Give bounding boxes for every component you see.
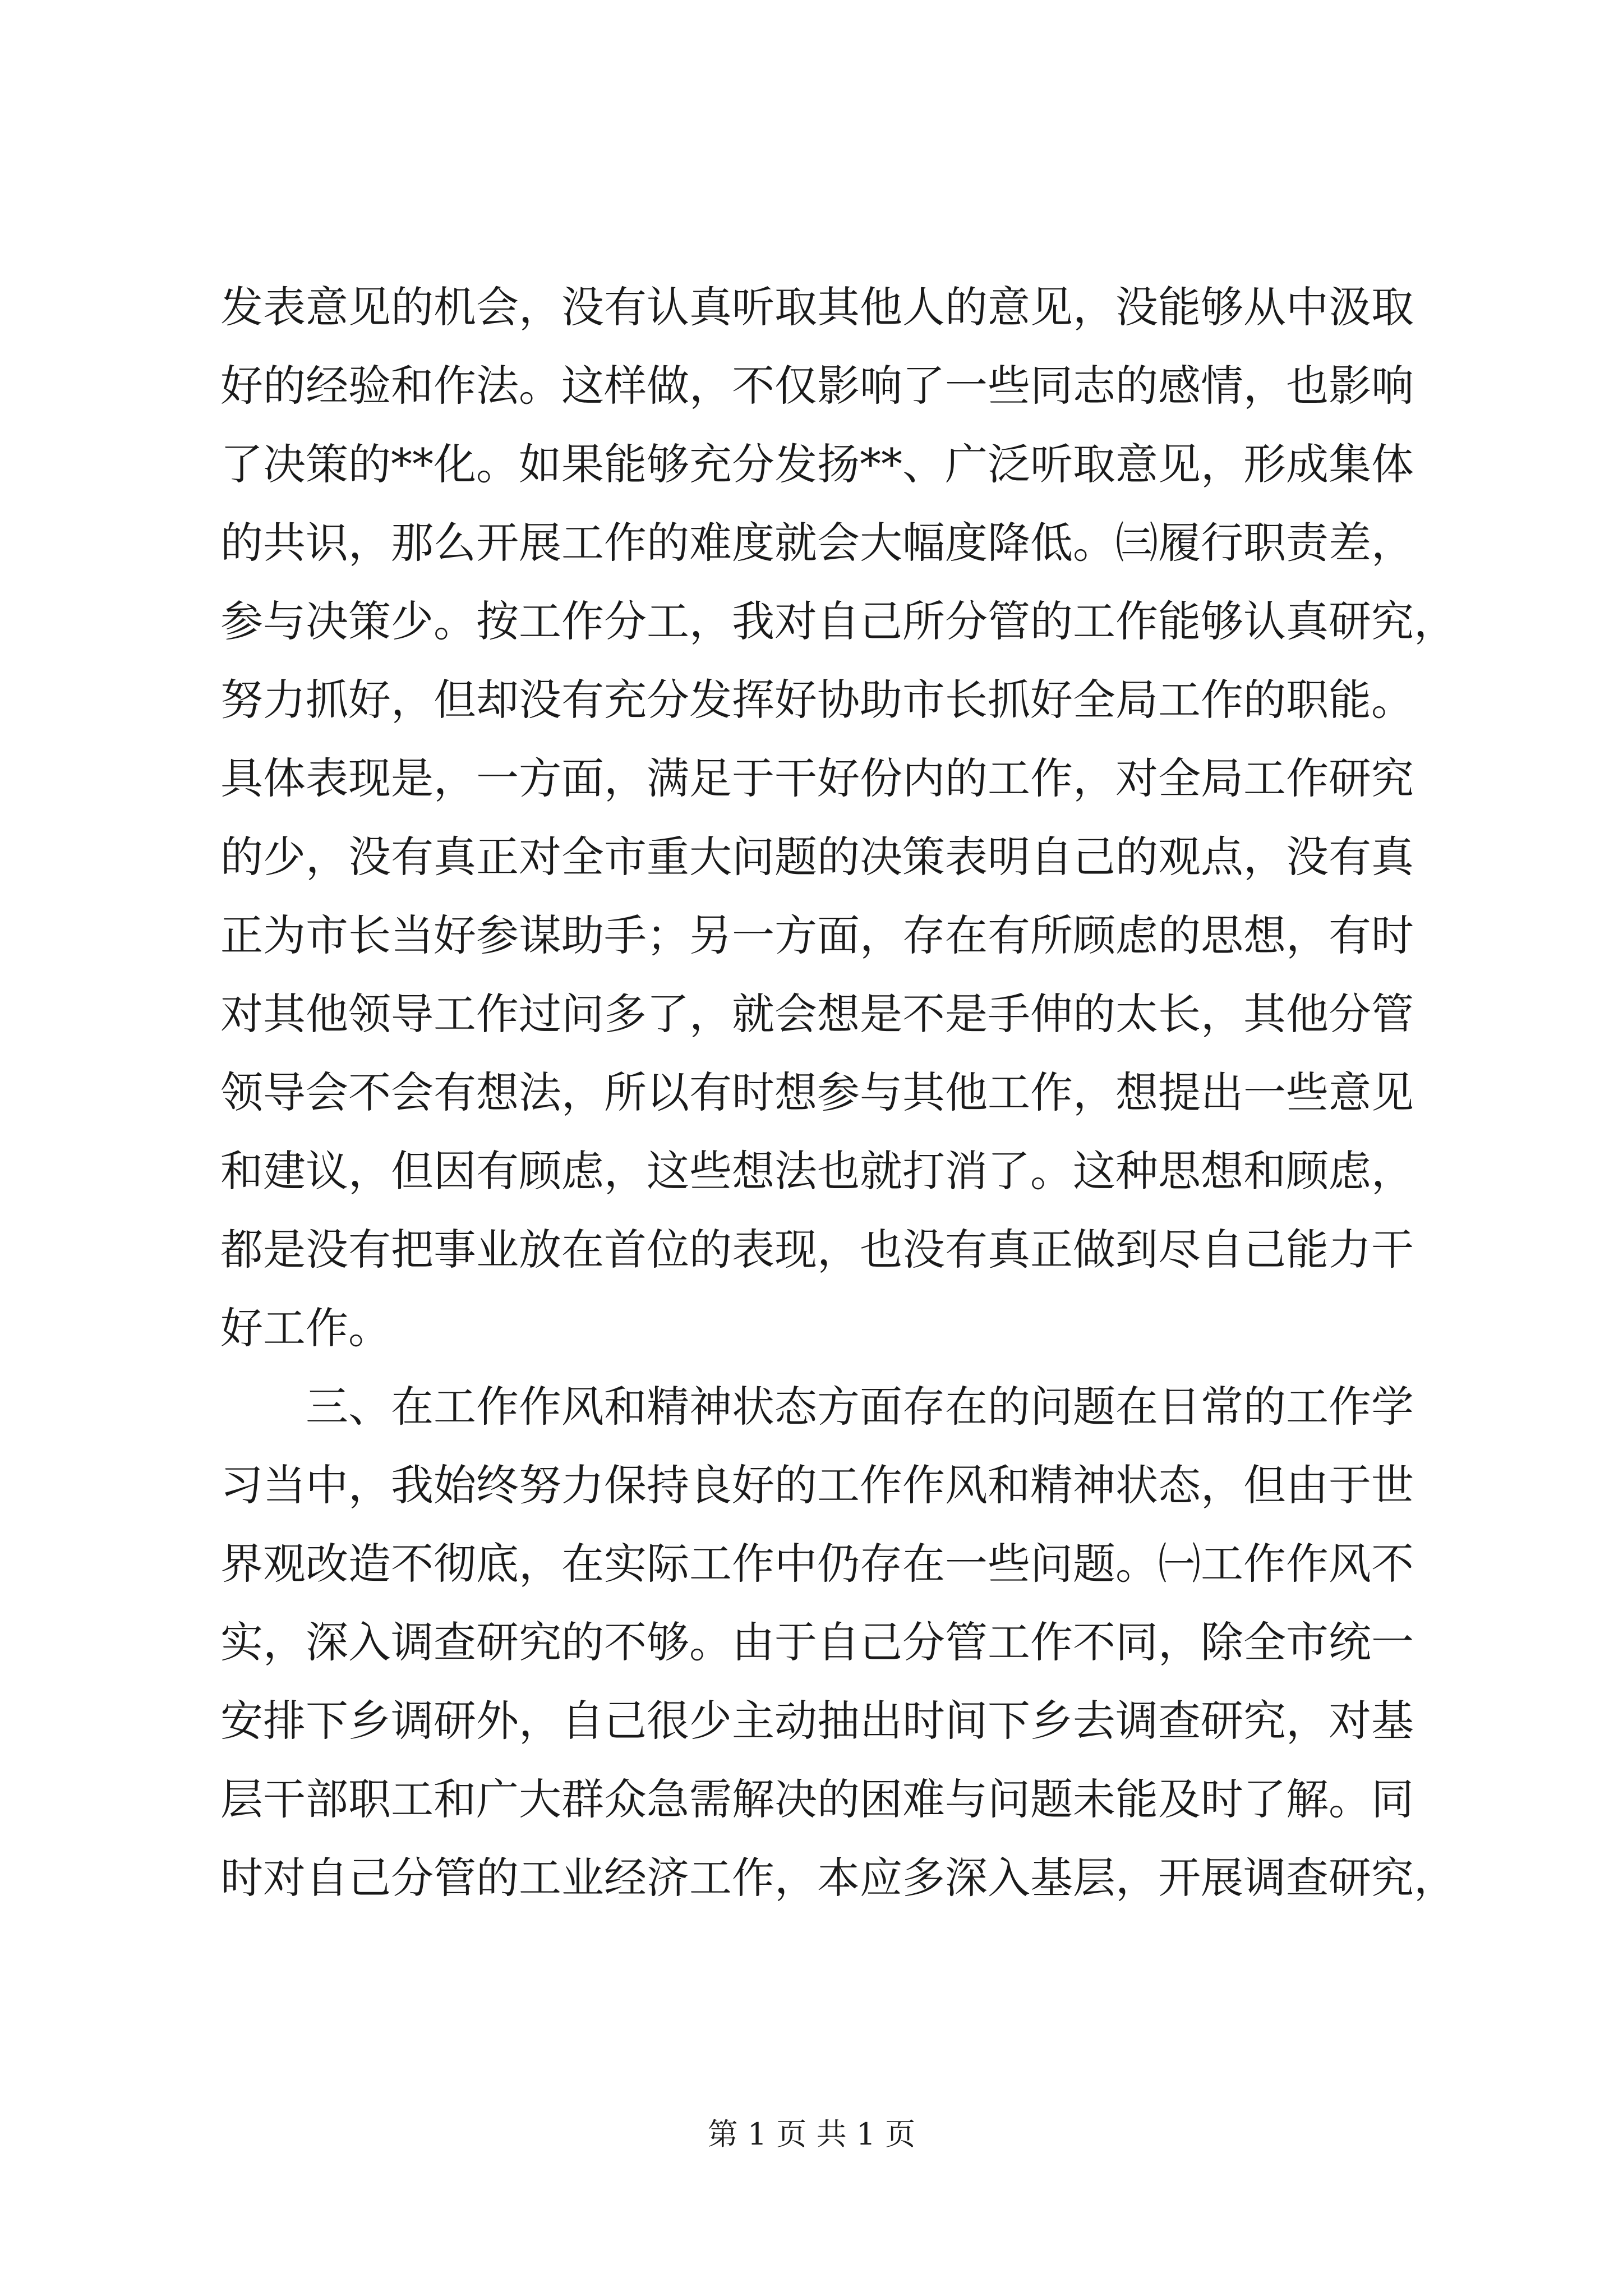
text-line-4: 的共识，那么开展工作的难度就会大幅度降低。㈢履行职责差， — [220, 518, 1414, 568]
text-line-13: 都是没有把事业放在首位的表现，也没有真正做到尽自己能力干 — [220, 1225, 1414, 1274]
text-line-7: 具体表现是，一方面，满足于干好份内的工作，对全局工作研究 — [220, 753, 1414, 803]
text-line-20: 层干部职工和广大群众急需解决的困难与问题未能及时了解。同 — [220, 1774, 1414, 1824]
text-line-11: 领导会不会有想法，所以有时想参与其他工作，想提出一些意见 — [220, 1068, 1414, 1117]
text-line-9: 正为市长当好参谋助手；另一方面，存在有所顾虑的思想，有时 — [220, 910, 1414, 960]
text-line-18: 实，深入调查研究的不够。由于自己分管工作不同，除全市统一 — [220, 1617, 1414, 1667]
text-line-1: 发表意见的机会，没有认真听取其他人的意见，没能够从中汲取 — [220, 282, 1414, 332]
text-line-6: 努力抓好，但却没有充分发挥好协助市长抓好全局工作的职能。 — [220, 675, 1414, 725]
text-line-15: 三、在工作作风和精神状态方面存在的问题在日常的工作学 — [306, 1382, 1414, 1432]
text-line-8: 的少，没有真正对全市重大问题的决策表明自己的观点，没有真 — [220, 832, 1414, 882]
text-line-19: 安排下乡调研外，自己很少主动抽出时间下乡去调查研究，对基 — [220, 1696, 1414, 1746]
text-line-2: 好的经验和作法。这样做，不仅影响了一些同志的感情，也影响 — [220, 361, 1414, 411]
page-number-footer: 第 1 页 共 1 页 — [707, 2116, 916, 2152]
text-line-16: 习当中，我始终努力保持良好的工作作风和精神状态，但由于世 — [220, 1460, 1414, 1510]
text-line-21: 时对自己分管的工业经济工作，本应多深入基层，开展调查研究， — [220, 1853, 1456, 1903]
text-line-5: 参与决策少。按工作分工，我对自己所分管的工作能够认真研究， — [220, 596, 1456, 646]
text-line-17: 界观改造不彻底，在实际工作中仍存在一些问题。㈠工作作风不 — [220, 1539, 1414, 1589]
text-line-10: 对其他领导工作过问多了，就会想是不是手伸的太长，其他分管 — [220, 989, 1414, 1039]
document-body — [220, 268, 1456, 1917]
text-line-14: 好工作。 — [220, 1303, 391, 1353]
text-line-12: 和建议，但因有顾虑，这些想法也就打消了。这种思想和顾虑， — [220, 1146, 1414, 1196]
text-line-3: 了决策的**化。如果能够充分发扬**、广泛听取意见，形成集体 — [220, 439, 1414, 489]
